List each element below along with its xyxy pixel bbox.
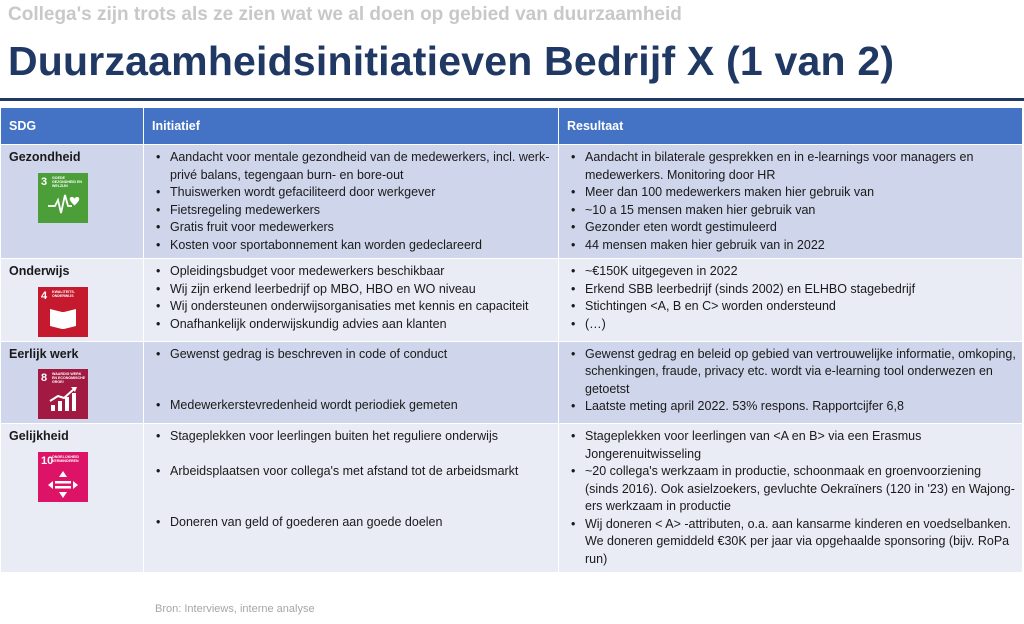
list-item: • Gratis fruit voor medewerkers xyxy=(170,219,552,237)
sdg-caption: KWALITEITS-ONDERWIJS xyxy=(52,289,75,298)
list-item: • Stichtingen <A, B en C> worden ondersteund xyxy=(585,298,1016,316)
initiatief-cell xyxy=(144,259,559,342)
list-item: • Thuiswerken wordt gefaciliteerd door werkgever xyxy=(170,184,552,202)
table-row xyxy=(1,424,1023,573)
column-header-resultaat: Resultaat xyxy=(559,108,1023,145)
table-header-row xyxy=(1,108,1023,145)
table-row xyxy=(1,259,1023,342)
growth-chart-icon xyxy=(38,369,88,419)
list-item: • ~€150K uitgegeven in 2022 xyxy=(585,263,1016,281)
initiatief-list xyxy=(152,263,552,333)
list-item: • 44 mensen maken hier gebruik van in 2022 xyxy=(585,237,1016,255)
sdg-cell xyxy=(1,259,144,342)
list-item: • Gewenst gedrag en beleid op gebied van vertrouwelijke informatie, omkoping, schenkingen, fraude, privacy etc. wordt via e-learning tool onderwezen en getoetst xyxy=(585,346,1016,399)
sdg-name: Onderwijs xyxy=(9,264,70,278)
list-item: • Wij ondersteunen onderwijsorganisaties met kennis en capaciteit xyxy=(170,298,552,316)
list-item: • Gewenst gedrag is beschreven in code of conduct xyxy=(170,346,552,364)
resultaat-cell xyxy=(559,145,1023,259)
sdg-cell xyxy=(1,145,144,259)
column-header-initiatief: Initiatief xyxy=(144,108,559,145)
slide-subtitle: Collega's zijn trots als ze zien wat we al doen op gebied van duurzaamheid xyxy=(8,4,682,25)
resultaat-cell xyxy=(559,424,1023,573)
list-item: • Medewerkerstevredenheid wordt periodiek gemeten xyxy=(170,397,552,415)
column-header-sdg: SDG xyxy=(1,108,144,145)
initiatief-list xyxy=(152,346,552,415)
initiatief-list xyxy=(152,428,552,532)
list-item: • Aandacht voor mentale gezondheid van de medewerkers, incl. werk-privé balans, tegengaan burn- en bore-out xyxy=(170,149,552,184)
sdg-caption: ONGELIJKHEID VERMINDEREN xyxy=(52,454,79,463)
list-item: • ~10 a 15 mensen maken hier gebruik van xyxy=(585,202,1016,220)
resultaat-cell xyxy=(559,341,1023,424)
resultaat-list xyxy=(567,428,1016,568)
list-item: • Doneren van geld of goederen aan goede doelen xyxy=(170,514,552,532)
sdg-number: 10 xyxy=(41,454,54,467)
list-spacer xyxy=(170,480,552,497)
list-spacer xyxy=(170,446,552,463)
sdg-name: Gelijkheid xyxy=(9,429,69,443)
list-item: • Erkend SBB leerbedrijf (sinds 2002) en ELHBO stagebedrijf xyxy=(585,281,1016,299)
source-note: Bron: Interviews, interne analyse xyxy=(155,603,315,615)
sdg-cell xyxy=(1,424,144,573)
sdg-number: 3 xyxy=(41,175,48,188)
sdg-name: Gezondheid xyxy=(9,150,81,164)
book-icon xyxy=(38,287,88,337)
initiatief-cell xyxy=(144,145,559,259)
list-item: • Stageplekken voor leerlingen van <A en B> via een Erasmus Jongerenuitwisseling xyxy=(585,428,1016,463)
equality-icon xyxy=(38,452,88,502)
sdg-number: 4 xyxy=(41,289,48,302)
list-spacer xyxy=(170,497,552,514)
list-item: • Wij zijn erkend leerbedrijf op MBO, HBO en WO niveau xyxy=(170,281,552,299)
sdg-caption: WAARDIG WERK EN ECONOMISCHE GROEI xyxy=(52,372,86,384)
list-item: • ~20 collega's werkzaam in productie, schoonmaak en groenvoorziening (sinds 2016). Ook asielzoekers, gevluchte Oekraïners (120 in '23) en Wajong-ers werkzaam in productie xyxy=(585,463,1016,516)
table-row xyxy=(1,341,1023,424)
sdg-number: 8 xyxy=(41,372,48,384)
sdg-caption: GOEDE GEZONDHEID EN WELZIJN xyxy=(52,175,82,188)
heartbeat-icon xyxy=(38,173,88,223)
sdg-table xyxy=(0,107,1023,573)
list-item: • Wij doneren < A> -attributen, o.a. aan kansarme kinderen en voedselbanken. We doneren gemiddeld €30K per jaar via opgehaalde sponsoring (bijv. RoPa run) xyxy=(585,516,1016,569)
table-row xyxy=(1,145,1023,259)
list-spacer xyxy=(170,363,552,380)
list-spacer xyxy=(170,380,552,397)
slide-title: Duurzaamheidsinitiatieven Bedrijf X (1 van 2) xyxy=(8,38,895,84)
title-underline xyxy=(0,98,1024,101)
initiatief-cell xyxy=(144,424,559,573)
sdg-cell xyxy=(1,341,144,424)
list-item: • Arbeidsplaatsen voor collega's met afstand tot de arbeidsmarkt xyxy=(170,463,552,481)
list-item: • Aandacht in bilaterale gesprekken en in e-learnings voor managers en medewerkers. Monitoring door HR xyxy=(585,149,1016,184)
resultaat-list xyxy=(567,346,1016,416)
list-item: • Kosten voor sportabonnement kan worden gedeclareerd xyxy=(170,237,552,255)
initiatief-list xyxy=(152,149,552,254)
list-item: • Meer dan 100 medewerkers maken hier gebruik van xyxy=(585,184,1016,202)
list-item: • (…) xyxy=(585,316,1016,334)
resultaat-list xyxy=(567,263,1016,333)
list-item: • Onafhankelijk onderwijskundig advies aan klanten xyxy=(170,316,552,334)
list-item: • Opleidingsbudget voor medewerkers beschikbaar xyxy=(170,263,552,281)
initiatief-cell xyxy=(144,341,559,424)
sdg-name: Eerlijk werk xyxy=(9,346,79,361)
resultaat-list xyxy=(567,149,1016,254)
list-item: • Gezonder eten wordt gestimuleerd xyxy=(585,219,1016,237)
resultaat-cell xyxy=(559,259,1023,342)
list-item: • Fietsregeling medewerkers xyxy=(170,202,552,220)
list-item: • Laatste meting april 2022. 53% respons. Rapportcijfer 6,8 xyxy=(585,398,1016,416)
list-item: • Stageplekken voor leerlingen buiten het reguliere onderwijs xyxy=(170,428,552,446)
